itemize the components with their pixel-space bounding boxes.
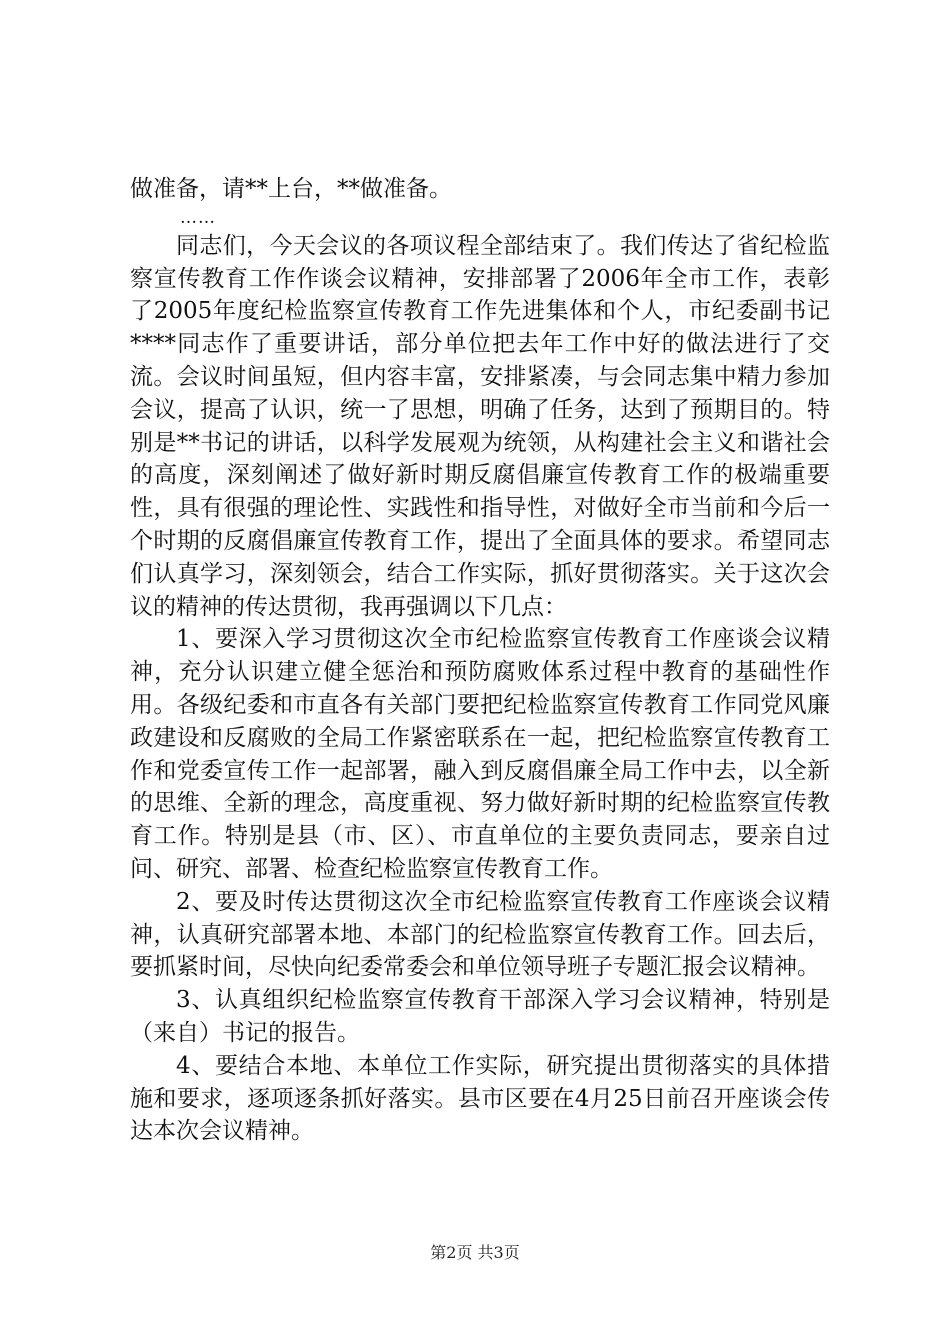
paragraph-point-3: 3、认真组织纪检监察宣传教育干部深入学习会议精神，特别是（来自）书记的报告。 bbox=[130, 987, 830, 1046]
paragraph-point-4: 4、要结合本地、本单位工作实际，研究提出贯彻落实的具体措施和要求，逐项逐条抓好落实。县市区要在4月25日前召开座谈会传达本次会议精神。 bbox=[130, 1052, 830, 1145]
paragraph-ellipsis: …… bbox=[180, 207, 216, 228]
document-body bbox=[130, 173, 830, 1148]
paragraph-summary: 同志们，今天会议的各项议程全部结束了。我们传达了省纪检监察宣传教育工作作谈会议精神，安排部署了2006年全市工作，表彰了2005年度纪检监察宣传教育工作先进集体和个人，市纪委副书记****同志作了重要讲话，部分单位把去年工作中好的做法进行了交流。会议时间虽短，但内容丰富，安排紧凑，与会同志集中精力参加会议，提高了认识，统一了思想，明确了任务，达到了预期目的。特别是**书记的讲话，以科学发展观为统领，从构建社会主义和谐社会的高度，深刻阐述了做好新时期反腐倡廉宣传教育工作的极端重要性，具有很强的理论性、实践性和指导性，对做好全市当前和今后一个时期的反腐倡廉宣传教育工作，提出了全面具体的要求。希望同志们认真学习，深刻领会，结合工作实际，抓好贯彻落实。关于这次会议的精神的传达贯彻，我再强调以下几点： bbox=[130, 232, 830, 620]
paragraph-continuation: 做准备，请**上台，**做准备。 bbox=[130, 176, 452, 202]
paragraph-point-2: 2、要及时传达贯彻这次全市纪检监察宣传教育工作座谈会议精神，认真研究部署本地、本部门的纪检监察宣传教育工作。回去后，要抓紧时间，尽快向纪委常委会和单位领导班子专题汇报会议精神。 bbox=[130, 888, 830, 981]
paragraph-point-1: 1、要深入学习贯彻这次全市纪检监察宣传教育工作座谈会议精神，充分认识建立健全惩治和预防腐败体系过程中教育的基础性作用。各级纪委和市直各有关部门要把纪检监察宣传教育工作同党风廉政建设和反腐败的全局工作紧密联系在一起，把纪检监察宣传教育工作和党委宣传工作一起部署，融入到反腐倡廉全局工作中去，以全新的思维、全新的理念，高度重视、努力做好新时期的纪检监察宣传教育工作。特别是县（市、区）、市直单位的主要负责同志，要亲自过问、研究、部署、检查纪检监察宣传教育工作。 bbox=[130, 626, 830, 882]
page-footer: 第2页 共3页 bbox=[430, 1243, 520, 1262]
